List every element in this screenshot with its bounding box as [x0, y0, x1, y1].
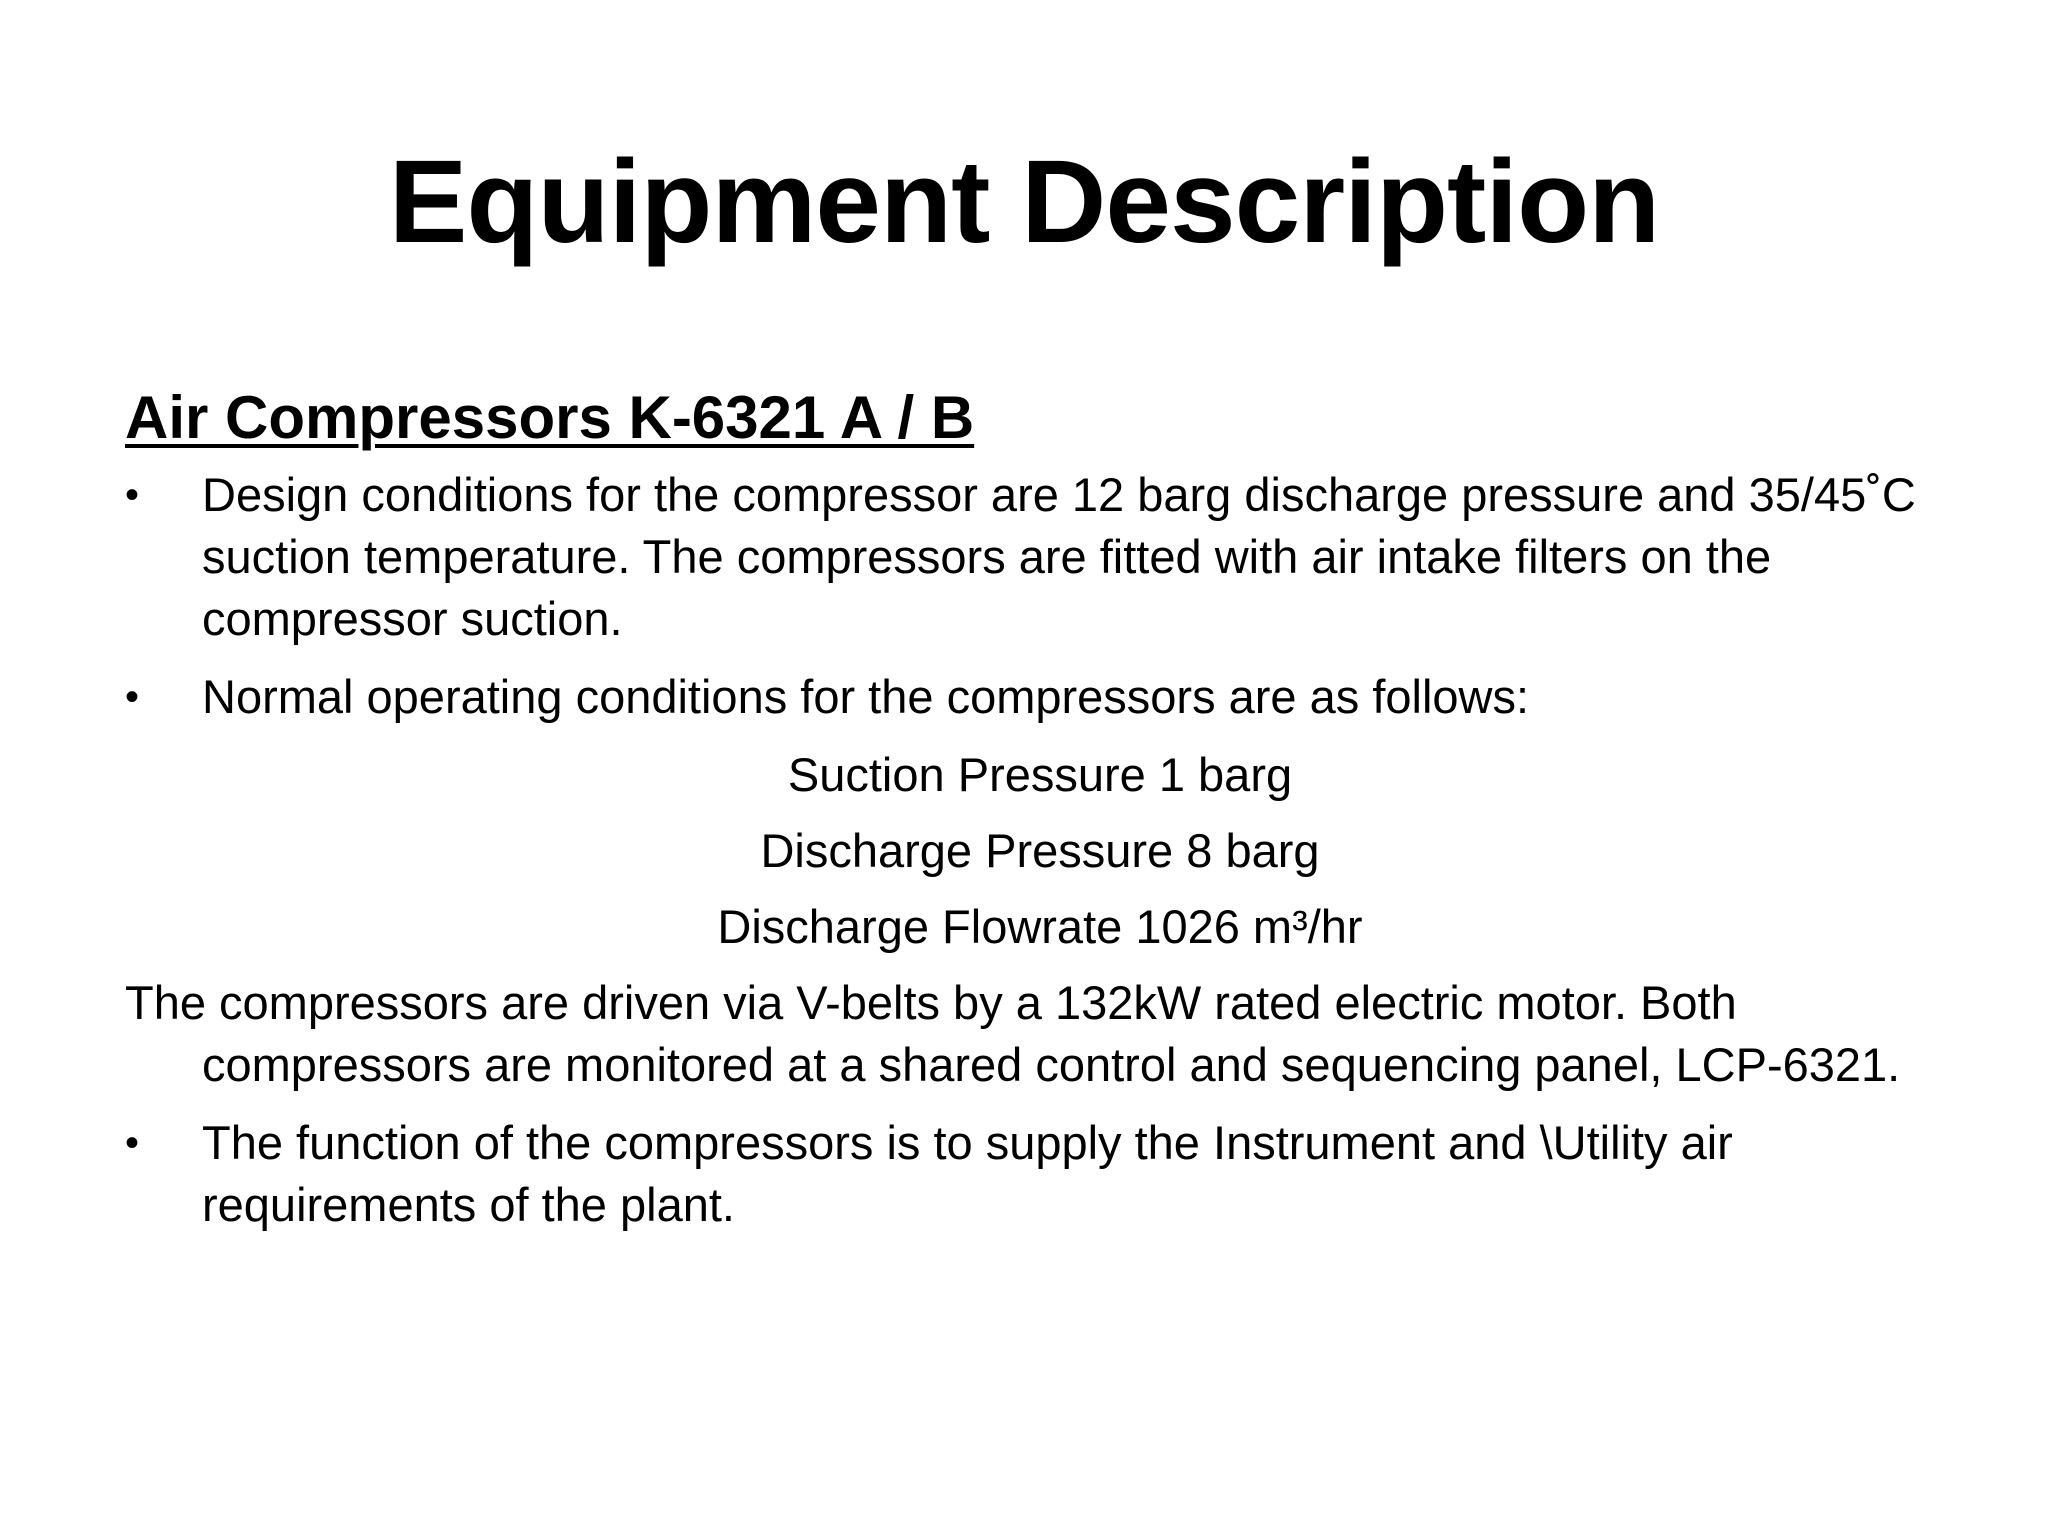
- bullet-item-normal: [125, 666, 1955, 728]
- bullet-icon: •: [125, 675, 140, 719]
- bullet-text: Design conditions for the compressor are 12 barg discharge pressure and 35/45˚C suction temperature. The compressors are fitted with air intake filters on the compressor suction.: [202, 468, 1916, 645]
- slide-title: Equipment Description: [388, 136, 1660, 268]
- operating-condition-suction-pressure: Suction Pressure 1 barg: [787, 748, 1293, 801]
- operating-condition-discharge-flowrate: Discharge Flowrate 1026 m³/hr: [717, 900, 1363, 953]
- bullet-text: Normal operating conditions for the compressors are as follows:: [202, 670, 1530, 723]
- section-heading: Air Compressors K-6321 A / B: [125, 384, 975, 451]
- slide-body: [125, 378, 1955, 1252]
- bullet-item-design: [125, 464, 1955, 650]
- paragraph-drive: The compressors are driven via V-belts by a 132kW rated electric motor. Both compressors are monitored at a shared control and sequencing panel, LCP-6321.: [125, 976, 1901, 1091]
- operating-condition-discharge-pressure: Discharge Pressure 8 barg: [760, 824, 1320, 877]
- bullet-text: The function of the compressors is to supply the Instrument and \Utility air requirements of the plant.: [202, 1116, 1733, 1231]
- bullet-icon: •: [125, 1121, 140, 1165]
- bullet-icon: •: [125, 473, 140, 517]
- bullet-item-function: [125, 1112, 1955, 1236]
